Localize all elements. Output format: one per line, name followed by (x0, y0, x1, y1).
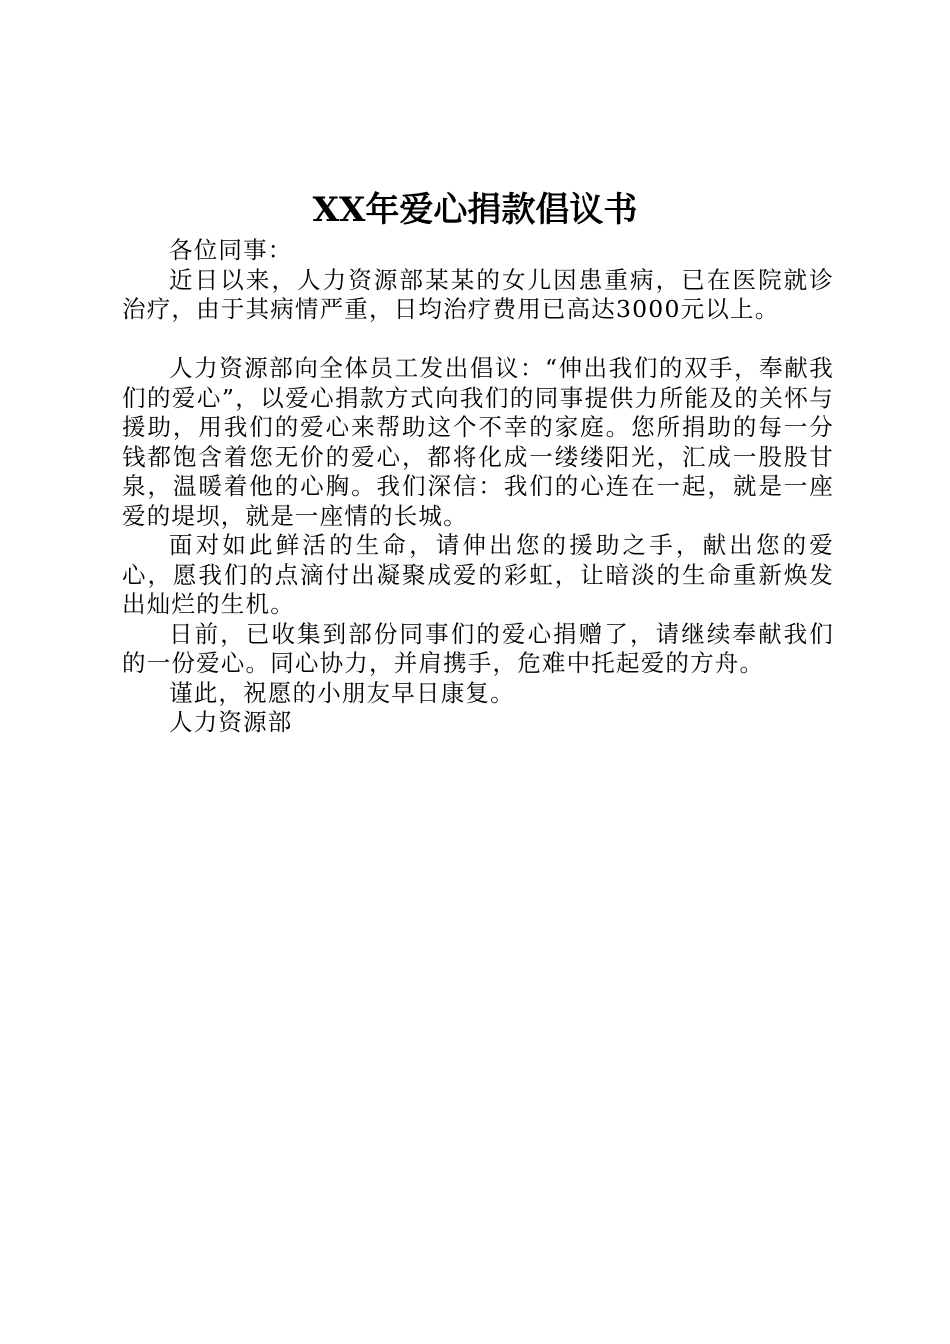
closing-line: 谨此，祝愿的小朋友早日康复。 (169, 678, 515, 707)
paragraph-1: 近日以来，人力资源部某某的女儿因患重病，已在医院就诊治疗，由于其病情严重，日均治疗费用已高达3000元以上。 (122, 265, 834, 323)
document-title: XX年爱心捐款倡议书 (312, 190, 638, 230)
signature: 人力资源部 (169, 708, 293, 736)
salutation: 各位同事： (169, 236, 293, 264)
paragraph-3: 面对如此鲜活的生命，请伸出您的援助之手，献出您的爱心，愿我们的点滴付出凝聚成爱的彩虹，让暗淡的生命重新焕发出灿烂的生机。 (122, 531, 834, 618)
paragraph-4: 日前，已收集到部份同事们的爱心捐赠了，请继续奉献我们的一份爱心。同心协力，并肩携手，危难中托起爱的方舟。 (122, 619, 834, 677)
paragraph-2: 人力资源部向全体员工发出倡议：“伸出我们的双手，奉献我们的爱心”，以爱心捐款方式向我们的同事提供力所能及的关怀与援助，用我们的爱心来帮助这个不幸的家庭。您所捐助的每一分钱都饱含着您无价的爱心，都将化成一缕缕阳光，汇成一股股甘泉，温暖着他的心胸。我们深信：我们的心连在一起，就是一座爱的堤坝，就是一座情的长城。 (122, 354, 834, 530)
document-body (122, 236, 834, 738)
